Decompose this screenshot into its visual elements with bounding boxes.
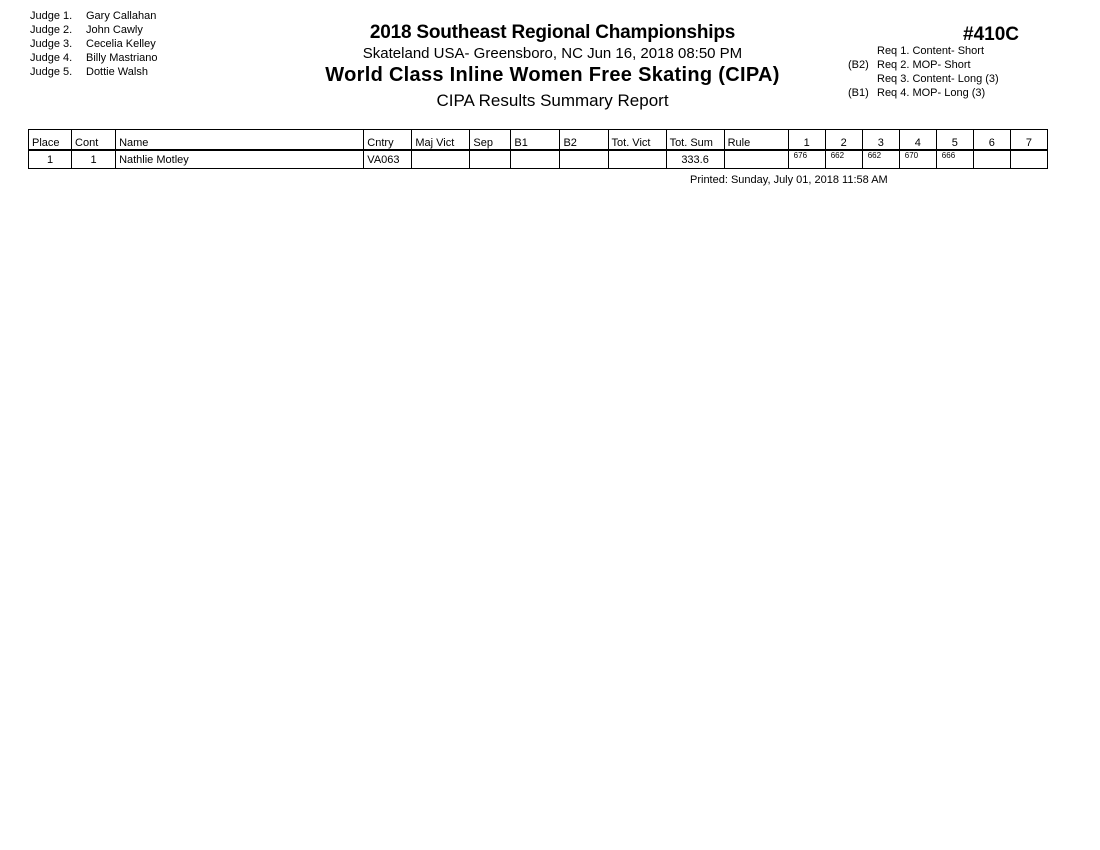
col-header-cont: Cont <box>72 130 116 151</box>
venue-line: Skateland USA- Greensboro, NC Jun 16, 2018 08:50 PM <box>362 45 743 62</box>
col-header-b2: B2 <box>560 130 608 151</box>
requirement-tag: (B2) <box>848 59 869 71</box>
col-header-judge-2: 2 <box>825 130 862 151</box>
judge-line <box>30 23 158 37</box>
cell-judge-1-score: 676 <box>788 150 825 169</box>
results-table <box>28 129 1048 169</box>
col-header-sep: Sep <box>470 130 511 151</box>
col-header-judge-1: 1 <box>788 130 825 151</box>
judge-name: Dottie Walsh <box>86 66 148 78</box>
cell-maj-vict <box>412 150 470 169</box>
cell-sep <box>470 150 511 169</box>
col-header-judge-5: 5 <box>936 130 973 151</box>
requirement-text: Req 1. Content- Short <box>877 45 985 57</box>
cell-cntry: VA063 <box>364 150 412 169</box>
col-header-b1: B1 <box>511 130 560 151</box>
cell-tot-vict <box>608 150 666 169</box>
cell-place: 1 <box>29 150 72 169</box>
judge-name: Gary Callahan <box>86 10 157 22</box>
judge-name: Billy Mastriano <box>86 52 158 64</box>
cell-judge-5-score: 666 <box>936 150 973 169</box>
cell-judge-4-score: 670 <box>899 150 936 169</box>
col-header-maj-vict: Maj Vict <box>412 130 470 151</box>
table-row <box>29 150 1048 169</box>
judge-label: Judge 5. <box>30 66 73 78</box>
col-header-judge-3: 3 <box>862 130 899 151</box>
col-header-name: Name <box>116 130 364 151</box>
col-header-judge-4: 4 <box>899 130 936 151</box>
table-header-row <box>29 130 1048 151</box>
event-name: World Class Inline Women Free Skating (CIPA) <box>325 64 780 86</box>
judge-label: Judge 2. <box>30 24 73 36</box>
cell-b2 <box>560 150 608 169</box>
cell-judge-6-score <box>973 150 1010 169</box>
col-header-tot-sum: Tot. Sum <box>666 130 724 151</box>
judge-line <box>30 51 158 65</box>
competition-title: 2018 Southeast Regional Championships <box>369 22 736 43</box>
requirement-line <box>848 72 999 86</box>
cell-rule <box>724 150 788 169</box>
requirement-line <box>848 58 999 72</box>
judge-label: Judge 1. <box>30 10 73 22</box>
requirement-text: Req 2. MOP- Short <box>877 59 971 71</box>
report-name: CIPA Results Summary Report <box>436 91 669 110</box>
judge-line <box>30 37 158 51</box>
cell-judge-7-score <box>1010 150 1047 169</box>
cell-name: Nathlie Motley <box>116 150 364 169</box>
requirement-text: Req 3. Content- Long (3) <box>877 73 999 85</box>
col-header-place: Place <box>29 130 72 151</box>
event-code: #410C <box>963 24 1019 45</box>
judge-name: John Cawly <box>86 24 143 36</box>
judges-list <box>30 9 158 79</box>
judge-line <box>30 65 158 79</box>
requirement-tag: (B1) <box>848 87 869 99</box>
requirements-list <box>848 44 999 100</box>
requirement-line <box>848 44 999 58</box>
cell-cont: 1 <box>72 150 116 169</box>
cell-judge-2-score: 662 <box>825 150 862 169</box>
col-header-judge-7: 7 <box>1010 130 1047 151</box>
judge-label: Judge 3. <box>30 38 73 50</box>
cell-tot-sum: 333.6 <box>666 150 724 169</box>
col-header-judge-6: 6 <box>973 130 1010 151</box>
cell-b1 <box>511 150 560 169</box>
printed-timestamp: Printed: Sunday, July 01, 2018 11:58 AM <box>690 174 888 186</box>
judge-line <box>30 9 158 23</box>
judge-name: Cecelia Kelley <box>86 38 156 50</box>
requirement-text: Req 4. MOP- Long (3) <box>877 87 986 99</box>
col-header-rule: Rule <box>724 130 788 151</box>
col-header-tot-vict: Tot. Vict <box>608 130 666 151</box>
requirement-line <box>848 86 999 100</box>
cell-judge-3-score: 662 <box>862 150 899 169</box>
judge-label: Judge 4. <box>30 52 73 64</box>
col-header-cntry: Cntry <box>364 130 412 151</box>
